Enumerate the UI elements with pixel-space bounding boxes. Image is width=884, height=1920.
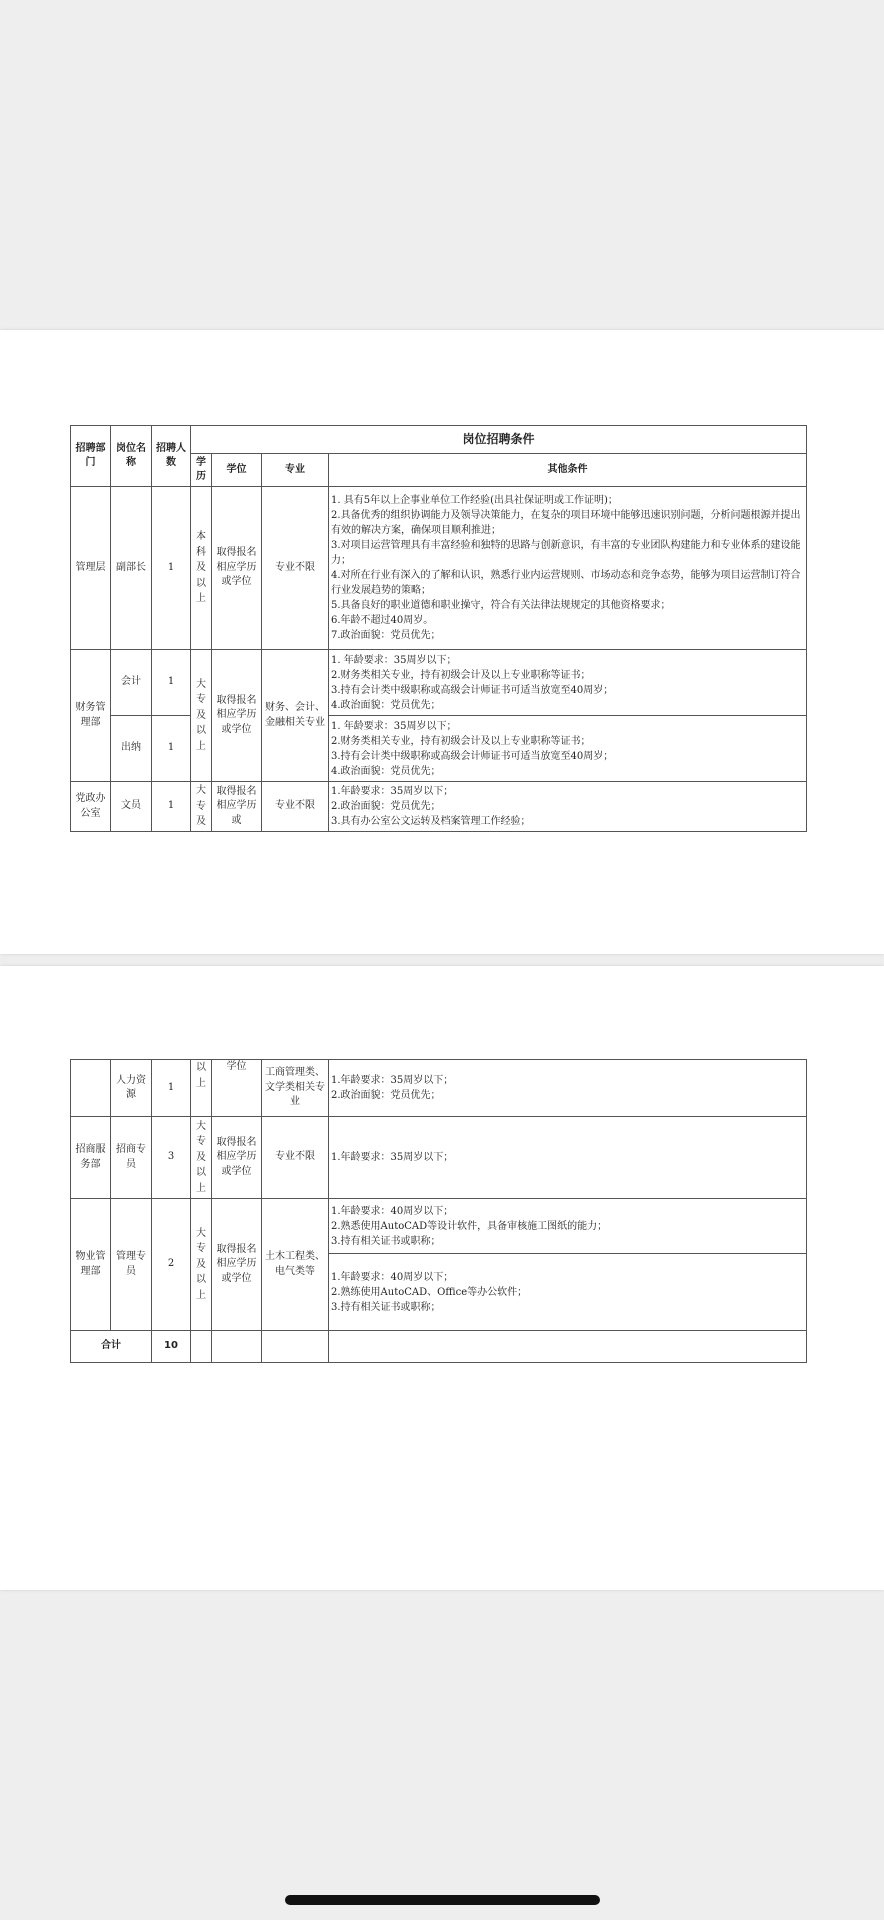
cell-conditions: 1. 具有5年以上企事业单位工作经验(出具社保证明或工作证明)； 2.具备优秀的组织协调能力及领导决策能力，在复杂的项目环境中能够迅速识别问题，分析问题根源并提出有效的解决方案，确保项目顺利推进； 3.对项目运营管理具有丰富经验和独特的思路与创新意识，有丰富的专业团队构建能力和专业体系的建设能力； 4.对所在行业有深入的了解和认识，熟悉行业内运营规则、市场动态和竞争态势，能够为项目运营制订符合行业发展趋势的策略； 5.具备良好的职业道德和职业操守，符合有关法律法规规定的其他资格要求； 6.年龄不超过40周岁。 7.政治面貌：党员优先； [329,487,807,650]
header-other: 其他条件 [329,454,807,487]
table-row [71,650,807,716]
cell-conditions: 1.年龄要求：35周岁以下； 2.政治面貌：党员优先； [329,1060,807,1117]
cell-position: 副部长 [111,487,152,650]
header-position: 岗位名称 [111,426,152,487]
header-conditions-title: 岗位招聘条件 [191,426,807,454]
cell-major: 土木工程类、电气类等 [262,1199,329,1331]
cell-position: 文员 [111,782,152,832]
cell-count: 3 [152,1117,191,1199]
cell-dept: 党政办公室 [71,782,111,832]
cell-education: 本 科 及 以 上 [191,487,212,650]
cell-dept: 管理层 [71,487,111,650]
home-indicator[interactable] [285,1895,600,1905]
cell-major: 财务、会计、金融相关专业 [262,650,329,782]
cell-count: 1 [152,650,191,716]
empty-cell [329,1331,807,1363]
cell-count: 1 [152,716,191,782]
cell-conditions: 1.年龄要求：40周岁以下； 2.熟练使用AutoCAD、Office等办公软件； 3.持有相关证书或职称； [329,1254,807,1331]
recruitment-table-part-2 [70,1059,807,1363]
cell-dept: 财务管理部 [71,650,111,782]
cell-position: 出纳 [111,716,152,782]
cell-degree: 取得报名相应学历或 [212,782,262,832]
cell-education: 大 专 及 以 上 [191,1117,212,1199]
total-row [71,1331,807,1363]
table-row [71,716,807,782]
cell-conditions: 1. 年龄要求：35周岁以下； 2.财务类相关专业，持有初级会计及以上专业职称等证书； 3.持有会计类中级职称或高级会计师证书可适当放宽至40周岁； 4.政治面貌：党员优先； [329,716,807,782]
header-major: 专业 [262,454,329,487]
cell-major: 专业不限 [262,1117,329,1199]
cell-conditions: 1. 年龄要求：35周岁以下； 2.财务类相关专业，持有初级会计及以上专业职称等证书； 3.持有会计类中级职称或高级会计师证书可适当放宽至40周岁； 4.政治面貌：党员优先； [329,650,807,716]
cell-degree: 取得报名相应学历或学位 [212,1117,262,1199]
cell-position: 人力资源 [111,1060,152,1117]
table-row [71,782,807,832]
empty-cell [262,1331,329,1363]
cell-dept [71,1060,111,1117]
cell-position: 会计 [111,650,152,716]
cell-conditions: 1.年龄要求：35周岁以下； 2.政治面貌：党员优先； 3.具有办公室公文运转及档案管理工作经验； [329,782,807,832]
cell-major: 专业不限 [262,782,329,832]
total-label: 合计 [71,1331,152,1363]
document-page-2 [0,966,884,1590]
cell-major: 专业不限 [262,487,329,650]
cell-dept: 物业管理部 [71,1199,111,1331]
cell-degree: 取得报名相应学历或学位 [212,487,262,650]
cell-degree: 学位 [212,1060,262,1117]
header-dept: 招聘部门 [71,426,111,487]
cell-conditions: 1.年龄要求：40周岁以下； 2.熟悉使用AutoCAD等设计软件，具备审核施工图纸的能力； 3.持有相关证书或职称； [329,1199,807,1254]
cell-dept: 招商服务部 [71,1117,111,1199]
table-row [71,487,807,650]
empty-cell [191,1331,212,1363]
header-degree: 学位 [212,454,262,487]
cell-education: 大 专 及 [191,782,212,832]
cell-position: 管理专员 [111,1199,152,1331]
cell-count: 2 [152,1199,191,1331]
table-row [71,1199,807,1254]
recruitment-table-part-1 [70,425,807,832]
cell-education: 大 专 及 以 上 [191,650,212,782]
header-count: 招聘人数 [152,426,191,487]
cell-education: 以 上 [191,1060,212,1117]
empty-cell [212,1331,262,1363]
cell-education: 大 专 及 以 上 [191,1199,212,1331]
document-page-1 [0,330,884,954]
cell-conditions: 1.年龄要求：35周岁以下； [329,1117,807,1199]
cell-position: 招商专员 [111,1117,152,1199]
cell-count: 1 [152,1060,191,1117]
table-row [71,1117,807,1199]
header-education: 学历 [191,454,212,487]
total-count: 10 [152,1331,191,1363]
table-row [71,1060,807,1117]
cell-count: 1 [152,487,191,650]
cell-count: 1 [152,782,191,832]
cell-major: 工商管理类、文学类相关专业 [262,1060,329,1117]
cell-degree: 取得报名相应学历或学位 [212,650,262,782]
cell-degree: 取得报名相应学历或学位 [212,1199,262,1331]
